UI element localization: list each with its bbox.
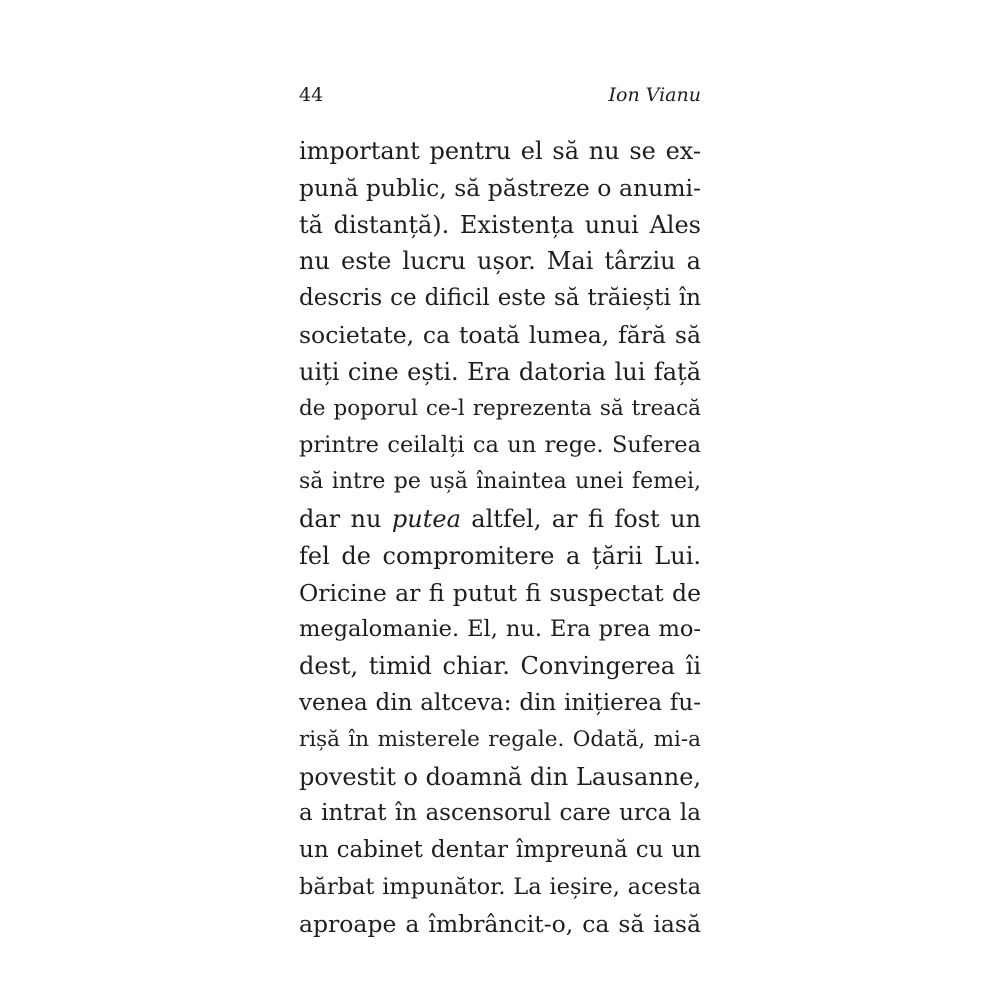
- text-line: venea din altceva: din inițierea fu-: [299, 689, 701, 716]
- text-line: tă distanță). Existența unui Ales: [299, 210, 701, 239]
- text-line: un cabinet dentar împreună cu un: [299, 837, 701, 864]
- text-line: Oricine ar fi putut fi suspectat de: [299, 578, 701, 607]
- text-line: uiți cine ești. Era datoria lui față: [299, 357, 701, 386]
- text-line: fel de compromitere a țării Lui.: [299, 541, 701, 570]
- text-line: societate, ca toată lumea, fără să: [299, 320, 701, 349]
- text-line: rișă în misterele regale. Odată, mi-a: [299, 726, 701, 752]
- text-line: a intrat în ascensorul care urca la: [299, 800, 701, 827]
- text-line: să intre pe ușă înaintea unei femei,: [299, 469, 701, 495]
- text-line: megalomanie. El, nu. Era prea mo-: [299, 616, 701, 643]
- emphasized-word: putea: [391, 504, 461, 533]
- running-head: [299, 80, 701, 110]
- text-line: pună public, să păstreze o anumi-: [299, 173, 701, 202]
- text-line: printre ceilalți ca un rege. Suferea: [299, 432, 701, 459]
- text-line: bărbat impunător. La ieșire, acesta: [299, 873, 701, 900]
- text-line: nu este lucru ușor. Mai târziu a: [299, 247, 701, 276]
- text-segment: altfel, ar fi fost un: [460, 504, 701, 533]
- text-segment: dar nu: [299, 504, 392, 533]
- text-line-with-emphasis: [299, 501, 701, 538]
- text-line: important pentru el să nu se ex-: [299, 137, 701, 165]
- text-line: descris ce dificil este să trăiești în: [299, 285, 701, 312]
- text-line: de poporul ce-l reprezenta să treacă: [299, 395, 701, 421]
- text-line: aproape a îmbrâncit-o, ca să iasă: [299, 909, 701, 938]
- running-head-author: Ion Vianu: [608, 84, 701, 106]
- page-number: 44: [299, 84, 324, 106]
- text-line: povestit o doamnă din Lausanne,: [299, 762, 702, 791]
- text-line: dest, timid chiar. Convingerea îi: [299, 652, 701, 681]
- body-text: [299, 133, 701, 943]
